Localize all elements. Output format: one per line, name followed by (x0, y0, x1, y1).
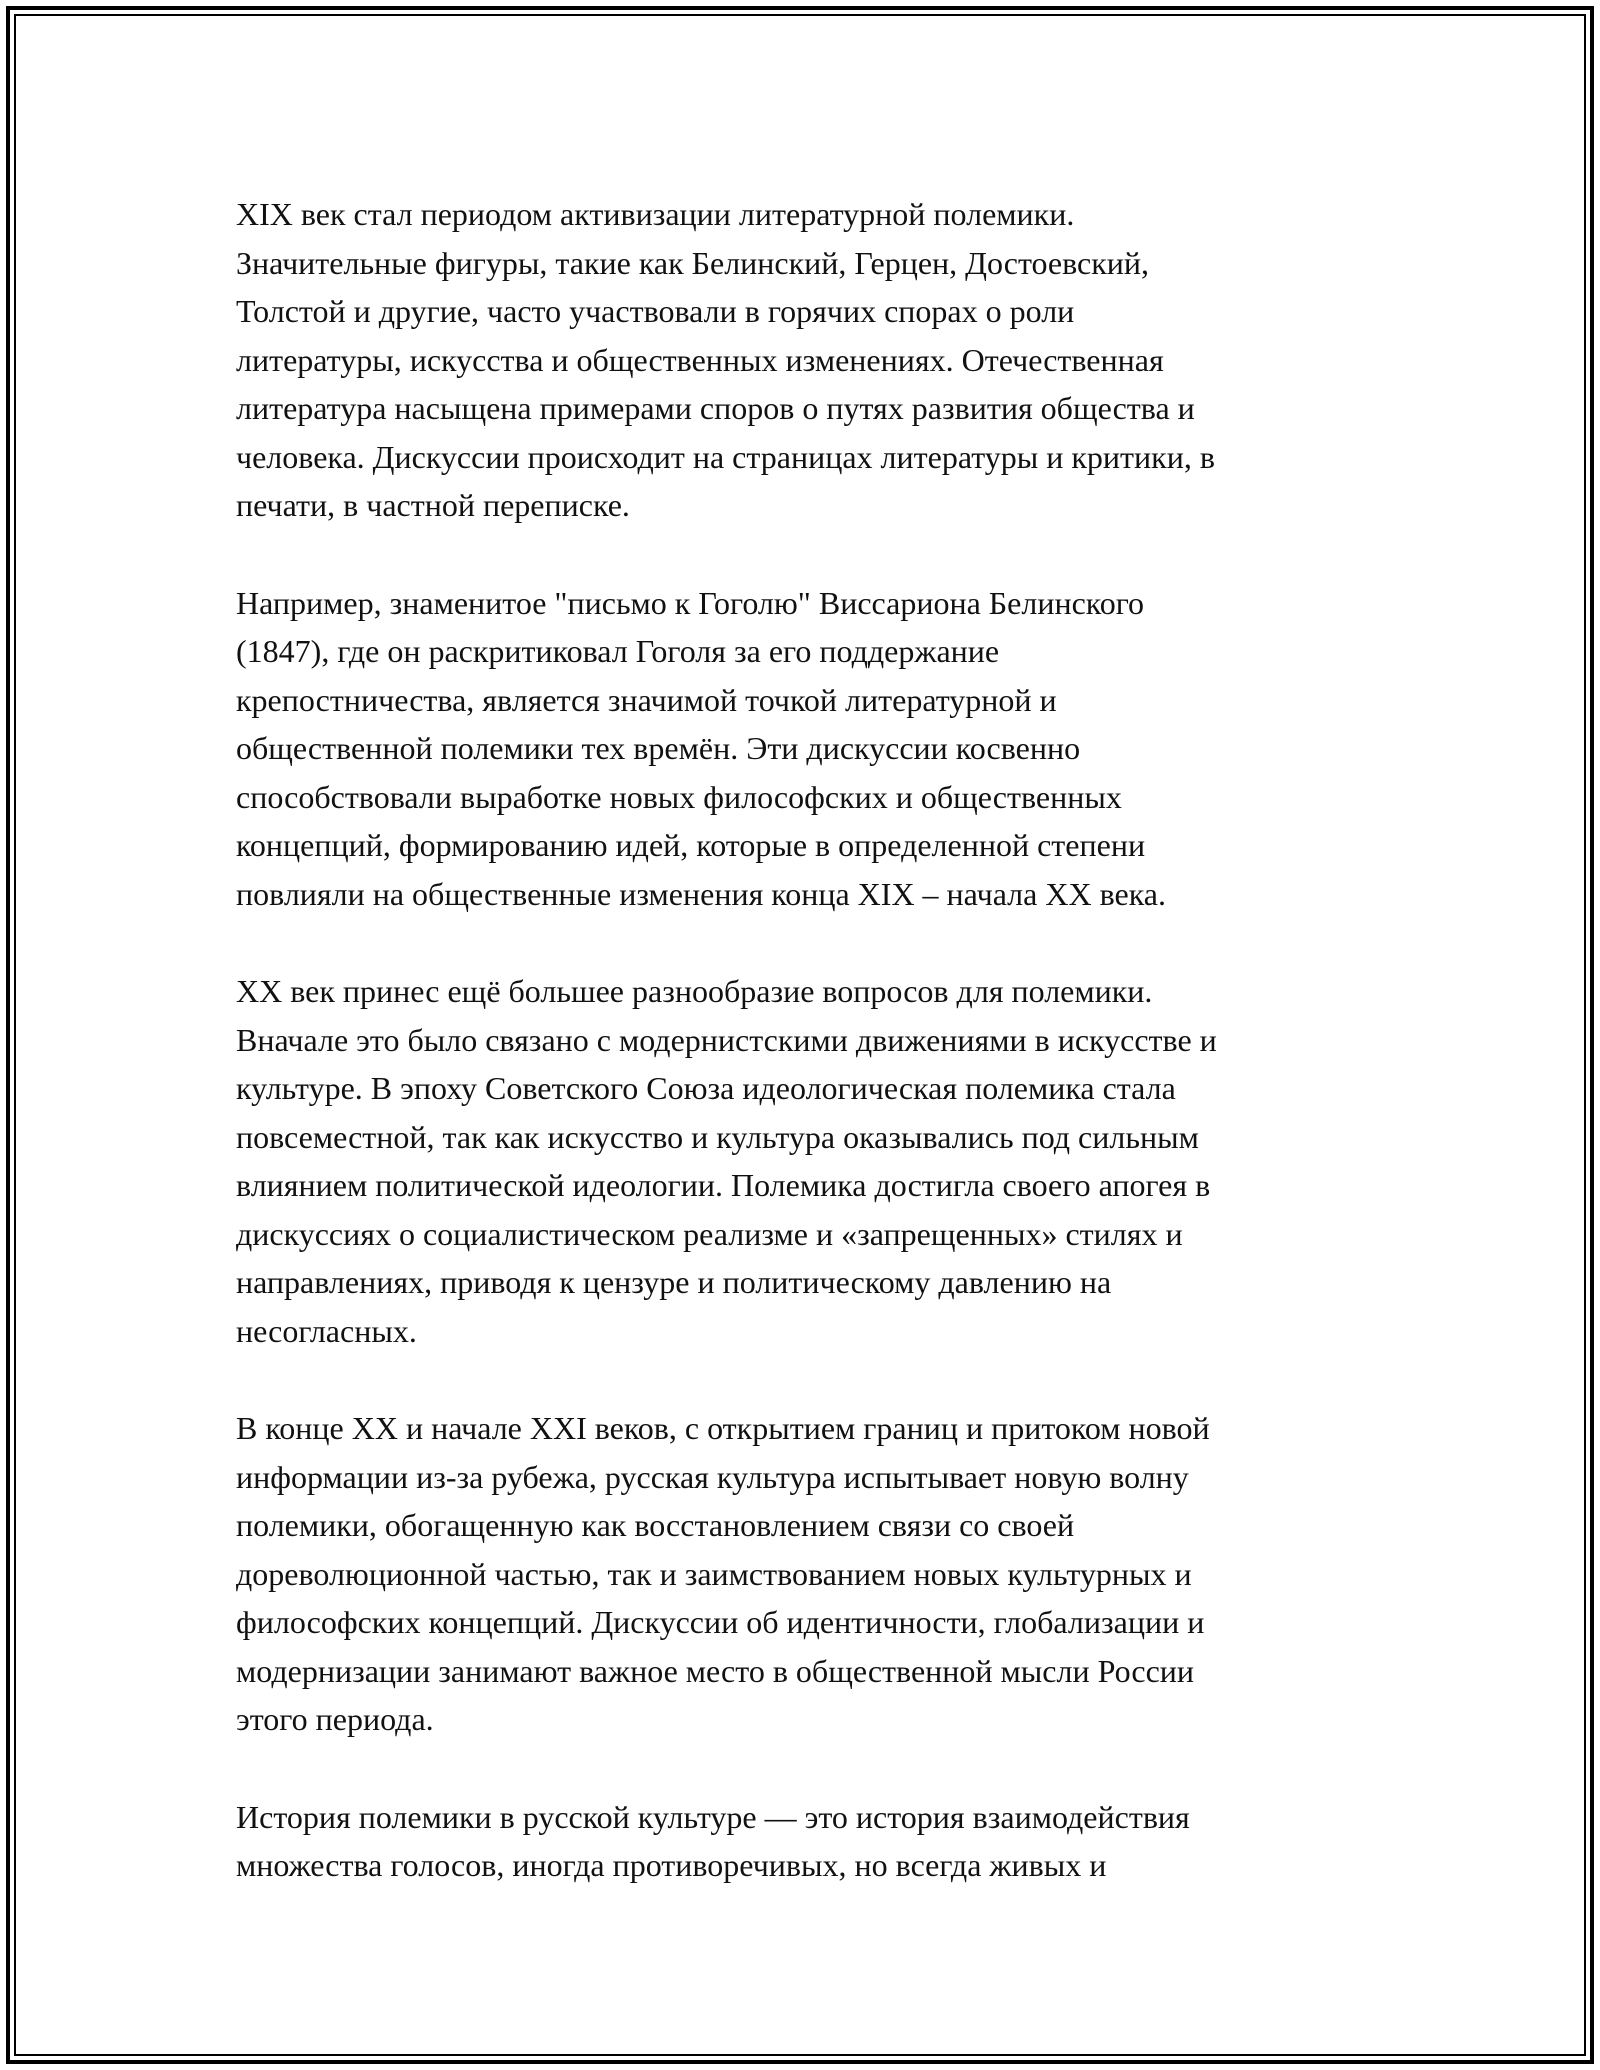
paragraph-5: История полемики в русской культуре — это история взаимодействия множества голосов, иногда противоречивых, но всегда живых и (236, 1798, 1190, 1883)
paragraph-2: Например, знаменитое "письмо к Гоголю" Виссариона Белинского (1847), где он раскритиковал Гоголя за его поддержание крепостничества, является значимой точкой литературной и общественной полемики тех времён. Эти дискуссии косвенно способствовали выработке новых философских и общественных концепций, формированию идей, которые в определенной степени повлияли на общественные изменения конца XIX – начала XX века. (236, 584, 1166, 912)
paragraph-4: В конце XX и начале XXI веков, с открытием границ и притоком новой информации из-за рубежа, русская культура испытывает новую волну полемики, обогащенную как восстановлением связи со своей дореволюционной частью, так и заимствованием новых культурных и философских концепций. Дискуссии об идентичности, глобализации и модернизации занимают важное место в общественной мысли России этого периода. (236, 1410, 1210, 1737)
paragraph-1: XIX век стал периодом активизации литературной полемики. Значительные фигуры, такие как Белинский, Герцен, Достоевский, Толстой и другие, часто участвовали в горячих спорах о роли литературы, искусства и общественных изменениях. Отечественная литература насыщена примерами споров о путях развития общества и человека. Дискуссии происходит на страницах литературы и критики, в печати, в частной переписке. (236, 196, 1215, 523)
paragraph-3: XX век принес ещё большее разнообразие вопросов для полемики. Вначале это было связано с модернистскими движениями в искусстве и культуре. В эпоху Советского Союза идеологическая полемика стала повсеместной, так как искусство и культура оказывались под сильным влиянием политической идеологии. Полемика достигла своего апогея в дискуссиях о социалистическом реализме и «запрещенных» стилях и направлениях, приводя к цензуре и политическому давлению на несогласных. (236, 973, 1217, 1349)
document-body (236, 190, 1386, 1939)
